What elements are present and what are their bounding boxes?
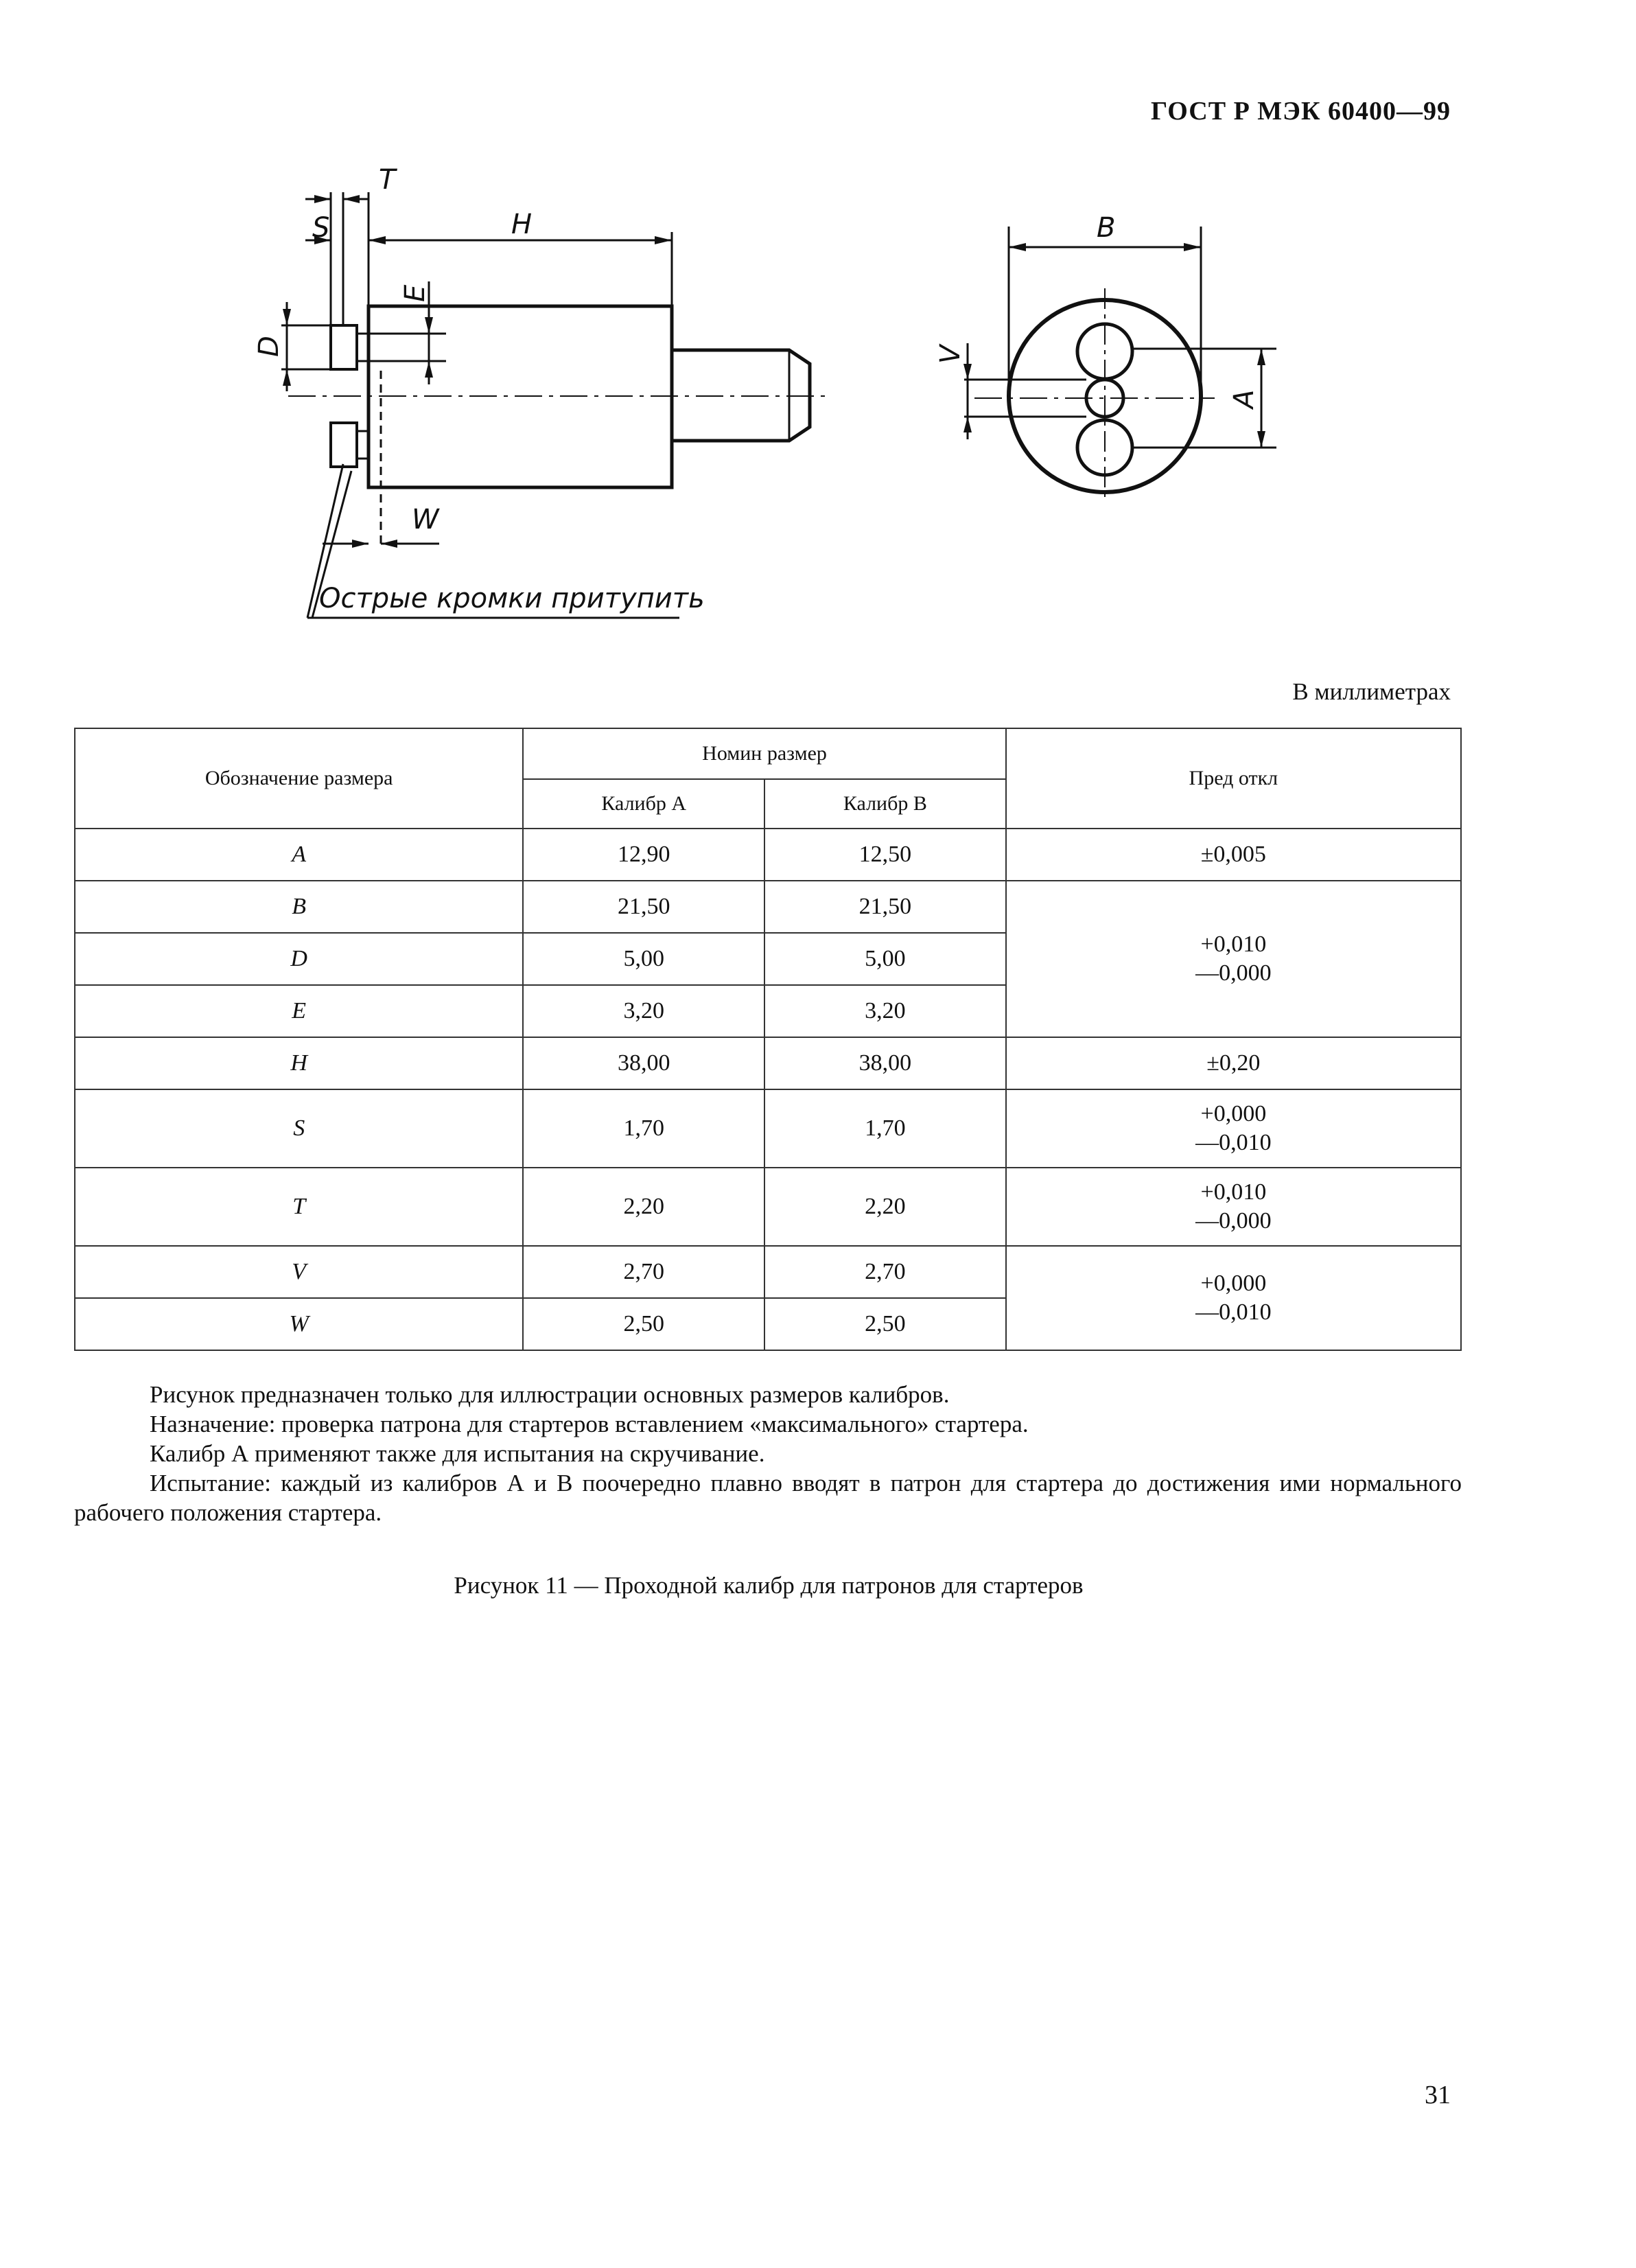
dim-label-a: A	[1228, 389, 1260, 408]
row-label: E	[75, 985, 523, 1037]
figure-caption: Рисунок 11 — Проходной калибр для патронов для стартеров	[454, 1572, 1084, 1599]
tolerance-upper: +0,000	[1200, 1101, 1267, 1126]
cell-tolerance: ±0,20	[1006, 1037, 1461, 1089]
cell-gauge-b: 2,20	[764, 1168, 1006, 1246]
cell-gauge-a: 2,50	[523, 1298, 764, 1350]
header-nominal: Номин размер	[523, 728, 1005, 779]
header-gauge-a: Калибр А	[523, 779, 764, 829]
dim-label-b: B	[1097, 212, 1116, 244]
note-paragraph: Рисунок предназначен только для иллюстрации основных размеров калибров.	[150, 1381, 950, 1408]
tolerance-upper: +0,010	[1200, 1179, 1267, 1205]
dim-label-e: E	[399, 284, 431, 302]
tolerance-lower: —0,000	[1195, 960, 1272, 986]
document-header: ГОСТ Р МЭК 60400—99	[1151, 97, 1451, 126]
cell-tolerance: ±0,005	[1006, 829, 1461, 881]
cell-gauge-b: 38,00	[764, 1037, 1006, 1089]
tolerance-lower: —0,000	[1195, 1208, 1272, 1234]
cell-gauge-b: 1,70	[764, 1089, 1006, 1168]
cell-tolerance	[1006, 881, 1461, 1037]
dim-label-h: H	[511, 209, 533, 240]
table-row	[75, 1168, 1461, 1246]
pin-bottom	[331, 423, 357, 467]
cell-gauge-a: 21,50	[523, 881, 764, 933]
cell-gauge-a: 5,00	[523, 933, 764, 985]
cell-gauge-b: 12,50	[764, 829, 1006, 881]
table-row	[75, 881, 1461, 933]
header-tolerance: Пред откл	[1006, 728, 1461, 829]
cell-gauge-a: 3,20	[523, 985, 764, 1037]
cell-gauge-a: 2,20	[523, 1168, 764, 1246]
tolerance-upper: +0,010	[1200, 931, 1267, 957]
dim-label-s: S	[312, 212, 330, 244]
note-paragraph: Калибр А применяют также для испытания на скручивание.	[150, 1440, 765, 1467]
gauge-drawing	[0, 0, 1636, 659]
tolerance-upper: +0,000	[1200, 1271, 1267, 1296]
cell-gauge-b: 5,00	[764, 933, 1006, 985]
cell-gauge-a: 2,70	[523, 1246, 764, 1298]
row-label: H	[75, 1037, 523, 1089]
table-row	[75, 1037, 1461, 1089]
figure-notes	[74, 1380, 1462, 1527]
note-paragraph: Назначение: проверка патрона для стартеров вставлением «максимального» стартера.	[150, 1411, 1029, 1437]
cell-gauge-b: 2,70	[764, 1246, 1006, 1298]
table-row	[75, 1089, 1461, 1168]
units-note: В миллиметрах	[1292, 678, 1451, 705]
pin-top	[331, 325, 357, 369]
dim-label-t: T	[379, 164, 396, 196]
row-label: V	[75, 1246, 523, 1298]
cell-gauge-a: 38,00	[523, 1037, 764, 1089]
header-designation: Обозначение размера	[75, 728, 523, 829]
cell-tolerance	[1006, 1246, 1461, 1350]
tolerance-lower: —0,010	[1195, 1130, 1272, 1155]
note-paragraph: Испытание: каждый из калибров А и В поочередно плавно вводят в патрон для стартера до достижения ими нормального рабочего положения стартера.	[74, 1470, 1462, 1526]
row-label: D	[75, 933, 523, 985]
row-label: S	[75, 1089, 523, 1168]
cell-tolerance	[1006, 1168, 1461, 1246]
cell-gauge-b: 2,50	[764, 1298, 1006, 1350]
cell-tolerance	[1006, 1089, 1461, 1168]
dimensions-table	[74, 728, 1462, 1351]
page-number: 31	[1425, 2081, 1451, 2109]
cell-gauge-a: 12,90	[523, 829, 764, 881]
tolerance-lower: —0,010	[1195, 1299, 1272, 1325]
table-row	[75, 1246, 1461, 1298]
dim-label-w: W	[412, 504, 439, 535]
cell-gauge-b: 3,20	[764, 985, 1006, 1037]
header-gauge-b: Калибр В	[764, 779, 1006, 829]
table-row	[75, 829, 1461, 881]
dim-label-d: D	[253, 336, 285, 357]
row-label: A	[75, 829, 523, 881]
row-label: W	[75, 1298, 523, 1350]
edge-note: Острые кромки притупить	[319, 583, 705, 614]
cell-gauge-a: 1,70	[523, 1089, 764, 1168]
row-label: T	[75, 1168, 523, 1246]
dim-label-v: V	[935, 345, 966, 364]
cell-gauge-b: 21,50	[764, 881, 1006, 933]
row-label: B	[75, 881, 523, 933]
